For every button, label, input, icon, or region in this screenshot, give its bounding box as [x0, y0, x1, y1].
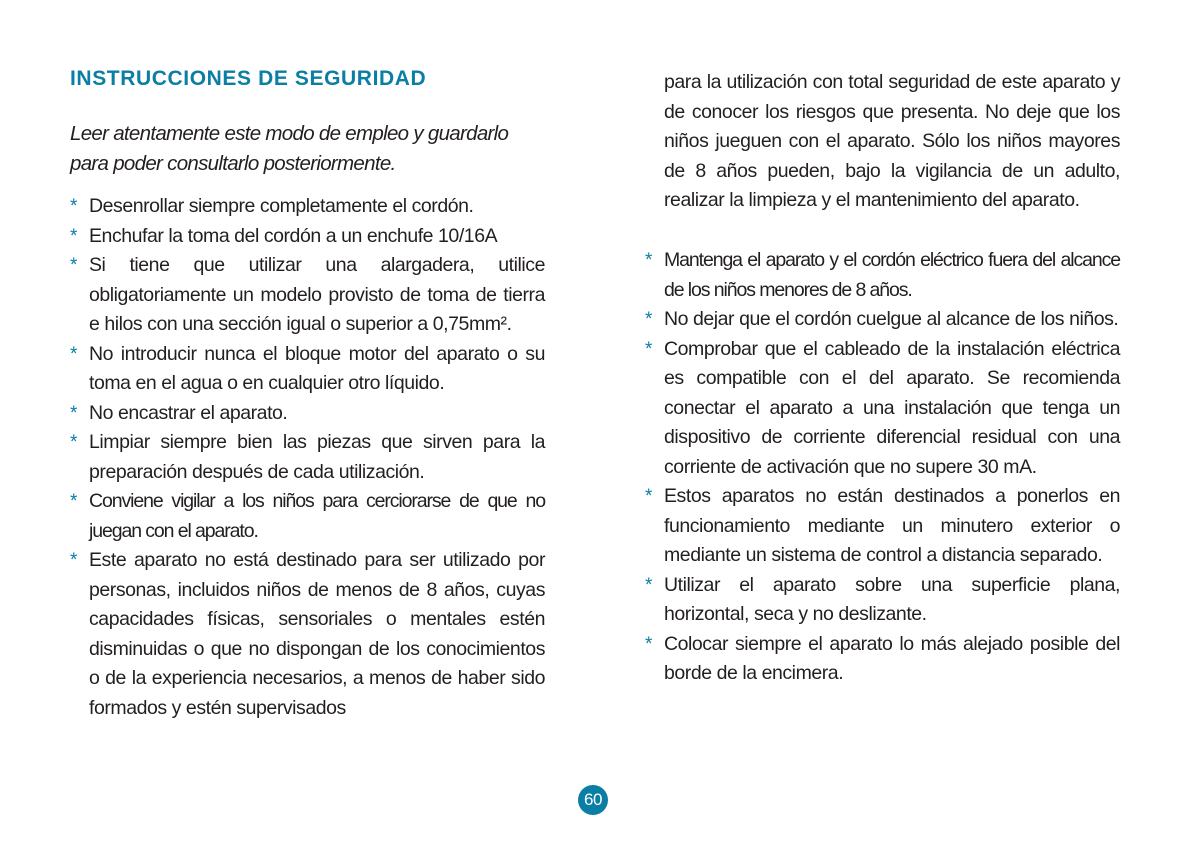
list-item — [70, 487, 545, 546]
list-item — [70, 192, 545, 222]
list-item-text: Enchufar la toma del cordón a un enchufe 10/16A — [89, 224, 498, 247]
list-item-text: No dejar que el cordón cuelgue al alcance de los niños. — [664, 308, 1119, 330]
list-item-text: Desenrollar siempre completamente el cordón. — [89, 195, 474, 217]
safety-list-right — [645, 246, 1120, 689]
list-item — [645, 571, 1120, 630]
list-item — [70, 399, 545, 429]
intro-text: Leer atentamente este modo de empleo y guardarlo para poder consultarlo posteriormente. — [70, 122, 509, 175]
list-item — [70, 340, 545, 399]
list-item-text: No introducir nunca el bloque motor del aparato o su toma en el agua o en cualquier otro líquido. — [89, 342, 545, 394]
asterisk-icon: * — [70, 491, 77, 512]
list-item-text: Mantenga el aparato y el cordón eléctrico fuera del alcance de los niños menores de 8 años. — [664, 249, 1120, 301]
list-item — [645, 482, 1120, 571]
list-item — [645, 246, 1120, 305]
list-item-text: Si tiene que utilizar una alargadera, utilice obligatoriamente un modelo provisto de toma de tierra e hilos con una sección igual o superior a 0,75mm². — [89, 254, 545, 335]
section-title: INSTRUCCIONES DE SEGURIDAD — [70, 67, 427, 90]
list-item — [645, 630, 1120, 689]
list-item — [70, 251, 545, 340]
asterisk-icon: * — [645, 574, 652, 596]
asterisk-icon: * — [70, 550, 77, 571]
list-item — [70, 546, 545, 723]
asterisk-icon: * — [70, 196, 77, 217]
asterisk-icon: * — [70, 432, 77, 453]
safety-list-left — [70, 192, 545, 723]
list-item-text: Colocar siempre el aparato lo más alejado posible del borde de la encimera. — [664, 632, 1120, 684]
asterisk-icon: * — [645, 486, 652, 507]
list-item — [70, 222, 545, 252]
page-number-badge: 60 — [578, 785, 608, 815]
list-item-text: Conviene vigilar a los niños para cerciorarse de que no juegan con el aparato. — [89, 490, 545, 542]
asterisk-icon: * — [70, 402, 77, 424]
list-item — [70, 428, 545, 487]
list-item-text: Comprobar que el cableado de la instalación eléctrica es compatible con el del aparato. Se recomienda conectar el aparato a una instalación que tenga un dispositivo de corriente diferencial residual con una corriente de activación que no supere 30 mA. — [664, 337, 1120, 478]
list-item-text: Estos aparatos no están destinados a ponerlos en funcionamiento mediante un minutero exterior o mediante un sistema de control a distancia separado. — [664, 485, 1120, 566]
list-item-text: Este aparato no está destinado para ser utilizado por personas, incluidos niños de menos de 8 años, cuyas capacidades físicas, sensoriales o mentales estén disminuidas o que no dispongan de los conocimientos o de la experiencia necesarios, a menos de haber sido formados y estén supervisados — [89, 549, 545, 719]
asterisk-icon: * — [645, 309, 652, 330]
list-item-text: Limpiar siempre bien las piezas que sirven para la preparación después de cada utilización. — [89, 431, 545, 483]
list-item-text: No encastrar el aparato. — [89, 401, 288, 424]
list-item-text: Utilizar el aparato sobre una superficie plana, horizontal, seca y no deslizante. — [664, 573, 1120, 625]
asterisk-icon: * — [645, 633, 652, 655]
asterisk-icon: * — [70, 255, 77, 276]
list-item — [645, 305, 1120, 335]
asterisk-icon: * — [645, 338, 652, 360]
list-item — [645, 335, 1120, 483]
asterisk-icon: * — [70, 343, 77, 365]
asterisk-icon: * — [645, 250, 652, 271]
continuation-text: para la utilización con total seguridad de este aparato y de conocer los riesgos que presenta. No deje que los niños jueguen con el aparato. Sólo los niños mayores de 8 años pueden, bajo la vigilancia de un adulto, realizar la limpieza y el mantenimiento del aparato. — [664, 71, 1120, 211]
asterisk-icon: * — [70, 225, 77, 247]
